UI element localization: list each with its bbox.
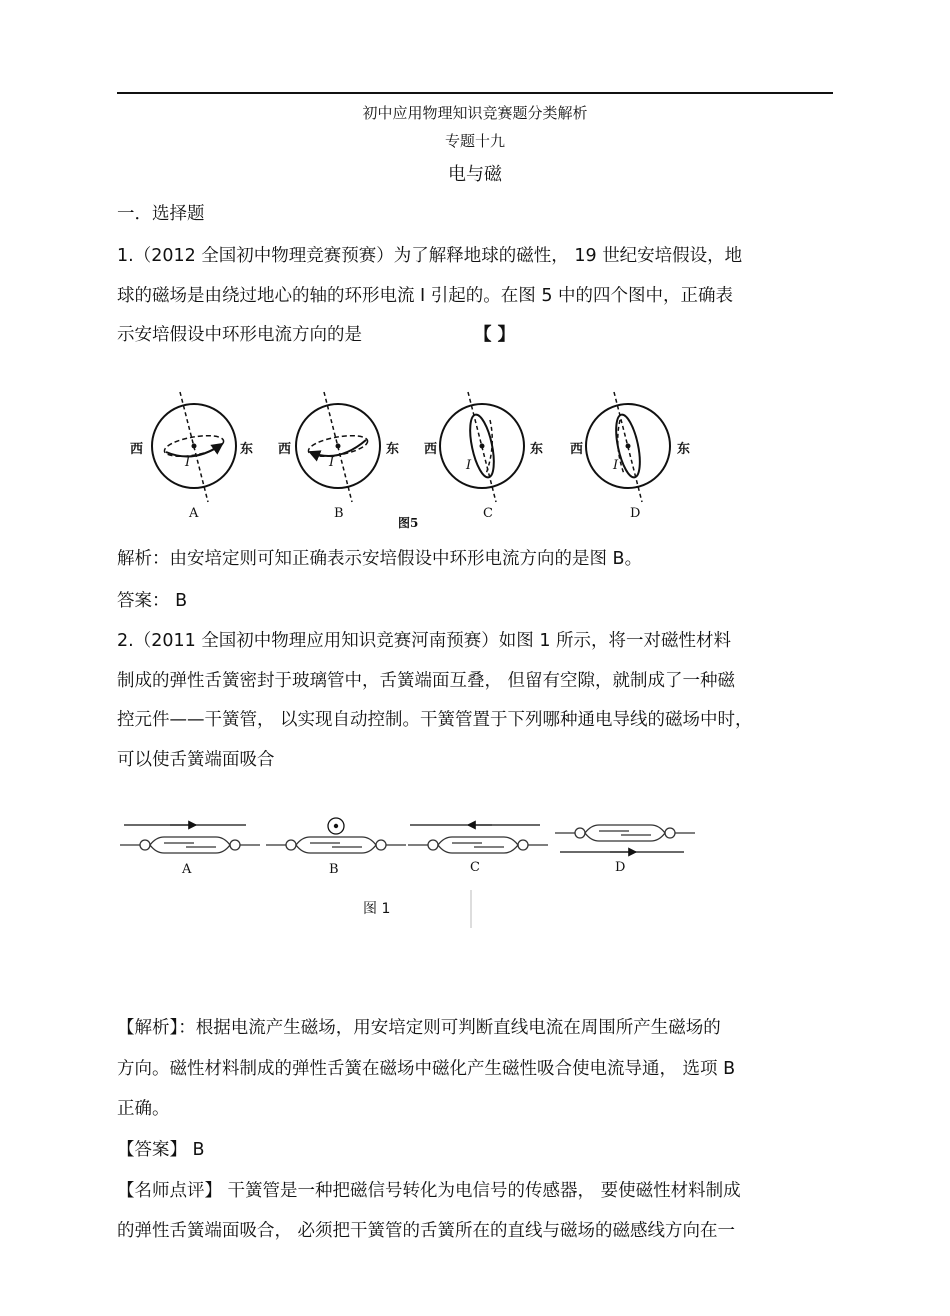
fig5-current-label-b: I: [329, 455, 335, 470]
q2-analysis-3: 正确。: [117, 1099, 170, 1119]
fig5-current-label-c: I: [466, 458, 472, 473]
fig1-option-a: A: [182, 862, 192, 877]
fig1-reed-c: [408, 825, 548, 853]
q1-answer: 答案： B: [117, 591, 188, 611]
fig5-west-label-a: 西: [130, 442, 144, 457]
fig1-caption: 图 1: [363, 901, 391, 917]
fig5-west-label-b: 西: [278, 442, 292, 457]
fig5-east-label-d: 东: [677, 442, 691, 457]
fig1-option-b: B: [329, 862, 339, 877]
q2-analysis-1: 【解析】：根据电流产生磁场，用安培定则可判断直线电流在周围所产生磁场的: [117, 1018, 721, 1038]
fig5-east-label-b: 东: [386, 442, 400, 457]
fig5-east-label-a: 东: [240, 442, 254, 457]
doc-title: 初中应用物理知识竞赛题分类解析: [362, 104, 588, 122]
q1-line-1: 1.（2012 全国初中物理竞赛预赛）为了解释地球的磁性， 19 世纪安培假设，地: [117, 246, 743, 266]
fig5-option-c: C: [483, 506, 493, 521]
fig1-option-c: C: [470, 860, 480, 875]
fig1-reed-d: [555, 825, 695, 852]
fig5-current-label-d: I: [613, 458, 619, 473]
fig5-current-label-a: I: [185, 455, 191, 470]
q1-line-2: 球的磁场是由绕过地心的轴的环形电流 I 引起的。在图 5 中的四个图中，正确表: [117, 286, 734, 306]
fig1-reed-a: [120, 825, 260, 853]
q2-analysis-2: 方向。磁性材料制成的弹性舌簧在磁场中磁化产生磁性吸合使电流导通， 选项 B: [117, 1059, 736, 1079]
q2-line-4: 可以使舌簧端面吸合: [117, 750, 275, 770]
q1-line-3: 示安培假设中环形电流方向的是: [117, 325, 362, 345]
q2-line-2: 制成的弹性舌簧密封于玻璃管中，舌簧端面互叠， 但留有空隙，就制成了一种磁: [117, 671, 736, 691]
fig1-reed-b: [266, 818, 406, 853]
doc-subtitle: 专题十九: [444, 132, 505, 150]
fig5-west-label-c: 西: [424, 442, 438, 457]
q1-analysis: 解析：由安培定则可知正确表示安培假设中环形电流方向的是图 B。: [117, 549, 643, 569]
q2-line-1: 2.（2011 全国初中物理应用知识竞赛河南预赛）如图 1 所示，将一对磁性材料: [117, 631, 732, 651]
q2-line-3: 控元件——干簧管， 以实现自动控制。干簧管置于下列哪种通电导线的磁场中时，: [117, 710, 753, 730]
q2-comment-2: 的弹性舌簧端面吸合， 必须把干簧管的舌簧所在的直线与磁场的磁感线方向在一: [117, 1221, 736, 1241]
fig5-west-label-d: 西: [570, 442, 584, 457]
topic-title: 电与磁: [448, 164, 502, 185]
fig1-option-d: D: [615, 860, 626, 875]
q1-answer-bracket: 【 】: [474, 325, 516, 345]
fig5-caption: 图5: [398, 516, 419, 530]
fig5-option-b: B: [334, 506, 344, 521]
fig5-option-d: D: [630, 506, 641, 521]
q2-answer: 【答案】 B: [117, 1140, 205, 1160]
fig5-option-a: A: [189, 506, 199, 521]
q2-comment-1: 【名师点评】 干簧管是一种把磁信号转化为电信号的传感器， 要使磁性材料制成: [117, 1181, 741, 1201]
section-heading: 一．选择题: [117, 204, 205, 224]
fig5-east-label-c: 东: [530, 442, 544, 457]
